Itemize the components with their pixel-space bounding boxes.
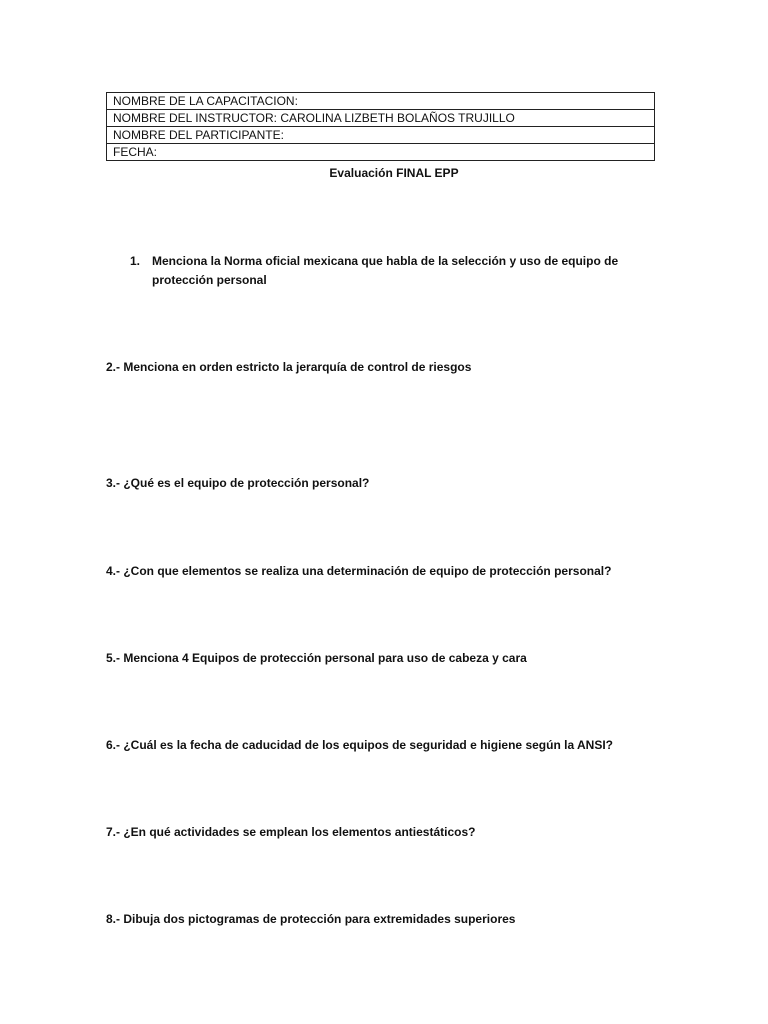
participant-name-cell: NOMBRE DEL PARTICIPANTE: bbox=[107, 127, 655, 144]
question-6: 6.- ¿Cuál es la fecha de caducidad de los equipos de seguridad e higiene según la ANSI? bbox=[106, 738, 614, 752]
header-table bbox=[106, 92, 655, 161]
question-4: 4.- ¿Con que elementos se realiza una determinación de equipo de protección personal? bbox=[106, 564, 612, 578]
question-1-text: Menciona la Norma oficial mexicana que habla de la selección y uso de equipo de protección personal bbox=[152, 254, 619, 287]
document-title: Evaluación FINAL EPP bbox=[329, 166, 459, 180]
question-1-number: 1. bbox=[130, 254, 141, 268]
header-row-date bbox=[107, 144, 655, 161]
question-2: 2.- Menciona en orden estricto la jerarquía de control de riesgos bbox=[106, 360, 472, 374]
question-3: 3.- ¿Qué es el equipo de protección personal? bbox=[106, 476, 370, 490]
question-7: 7.- ¿En qué actividades se emplean los elementos antiestáticos? bbox=[106, 825, 476, 839]
training-name-cell: NOMBRE DE LA CAPACITACION: bbox=[107, 93, 655, 110]
header-row-participant bbox=[107, 127, 655, 144]
question-8: 8.- Dibuja dos pictogramas de protección para extremidades superiores bbox=[106, 912, 516, 926]
date-cell: FECHA: bbox=[107, 144, 655, 161]
header-row-instructor bbox=[107, 110, 655, 127]
question-1 bbox=[130, 252, 630, 290]
question-5: 5.- Menciona 4 Equipos de protección personal para uso de cabeza y cara bbox=[106, 651, 527, 665]
header-row-training bbox=[107, 93, 655, 110]
instructor-name-cell: NOMBRE DEL INSTRUCTOR: CAROLINA LIZBETH BOLAÑOS TRUJILLO bbox=[107, 110, 655, 127]
